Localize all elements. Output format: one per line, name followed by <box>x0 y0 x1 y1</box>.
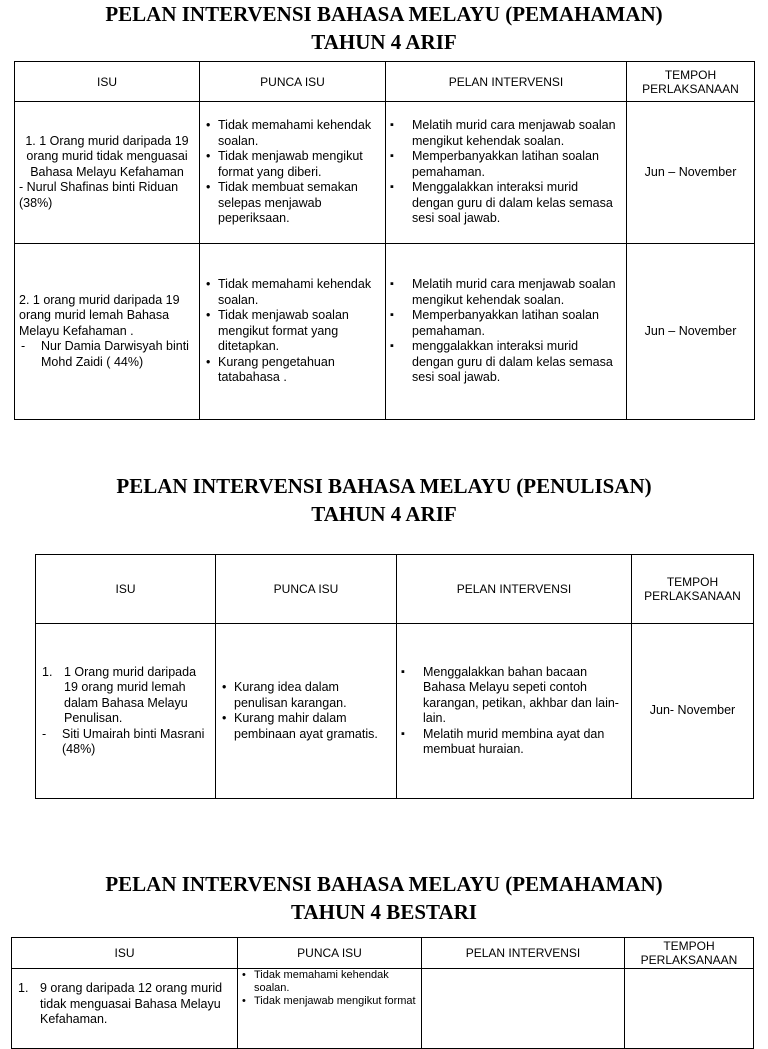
pelan-cell <box>386 244 627 420</box>
pelan-cell <box>386 102 627 244</box>
header-punca-isu: PUNCA ISU <box>216 555 397 624</box>
isu-text: 1. 1 Orang murid daripada 19 orang murid tidak menguasai Bahasa Melayu Kefahaman <box>25 133 189 179</box>
isu-cell <box>15 102 200 244</box>
section1-title-line2: TAHUN 4 ARIF <box>311 30 457 54</box>
student-name: - Nurul Shafinas binti Riduan (38%) <box>19 180 179 210</box>
student-name: - Siti Umairah binti Masrani (48%) <box>40 727 211 758</box>
section3-title-line2: TAHUN 4 BESTARI <box>291 900 477 924</box>
header-pelan-intervensi: PELAN INTERVENSI <box>397 555 632 624</box>
section1-title-line1: PELAN INTERVENSI BAHASA MELAYU (PEMAHAMAN) <box>105 2 663 26</box>
list-item: • Tidak memahami kehendak soalan. <box>204 118 381 149</box>
list-item: • Kurang mahir dalam pembinaan ayat gramatis. <box>220 711 392 742</box>
list-item: ▪ Menggalakkan bahan bacaan Bahasa Melayu sepeti contoh karangan, petikan, akhbar dan lain-lain. <box>401 665 627 727</box>
punca-cell <box>216 624 397 799</box>
section3-title <box>0 870 768 926</box>
list-item: • Tidak menjawab mengikut format yang diberi. <box>204 149 381 180</box>
list-item: ▪ Melatih murid cara menjawab soalan mengikut kehendak soalan. <box>390 118 622 149</box>
list-item: • Tidak menjawab soalan mengikut format yang ditetapkan. <box>204 308 381 355</box>
isu-text: 2. 1 orang murid daripada 19 orang murid lemah Bahasa Melayu Kefahaman . <box>19 292 180 338</box>
list-item: ▪ Memperbanyakkan latihan soalan pemahaman. <box>390 149 622 180</box>
table-row <box>12 969 754 1049</box>
header-punca-isu: PUNCA ISU <box>238 938 422 969</box>
header-tempoh: TEMPOH PERLAKSANAAN <box>632 555 754 624</box>
list-item: ▪ Melatih murid cara menjawab soalan mengikut kehendak soalan. <box>390 277 622 308</box>
tempoh-cell <box>625 969 754 1049</box>
list-item: • Tidak memahami kehendak soalan. <box>240 969 419 995</box>
section1-title <box>0 0 768 56</box>
list-item: • Kurang pengetahuan tatabahasa . <box>204 355 381 386</box>
table-row <box>15 244 755 420</box>
section2-title <box>0 472 768 528</box>
section2-title-line2: TAHUN 4 ARIF <box>311 502 457 526</box>
table-row <box>15 102 755 244</box>
section2-table <box>35 554 754 799</box>
header-tempoh: TEMPOH PERLAKSANAAN <box>625 938 754 969</box>
punca-cell <box>200 102 386 244</box>
list-item: ▪ menggalakkan interaksi murid dengan guru di dalam kelas semasa sesi soal jawab. <box>390 339 622 386</box>
header-isu: ISU <box>15 62 200 102</box>
isu-item <box>16 981 233 1028</box>
header-punca-isu: PUNCA ISU <box>200 62 386 102</box>
section3-title-line1: PELAN INTERVENSI BAHASA MELAYU (PEMAHAMAN) <box>105 872 663 896</box>
header-isu: ISU <box>36 555 216 624</box>
table-row <box>36 624 754 799</box>
list-item: • Tidak memahami kehendak soalan. <box>204 277 381 308</box>
list-item: • Tidak membuat semakan selepas menjawab peperiksaan. <box>204 180 381 227</box>
isu-number: 1. <box>42 664 53 679</box>
header-tempoh: TEMPOH PERLAKSANAAN <box>627 62 755 102</box>
tempoh-cell: Jun – November <box>627 244 755 420</box>
isu-text: 1 Orang murid daripada 19 orang murid lemah dalam Bahasa Melayu Penulisan. <box>64 664 197 725</box>
tempoh-cell: Jun- November <box>632 624 754 799</box>
section1-table <box>14 61 755 420</box>
header-pelan-intervensi: PELAN INTERVENSI <box>386 62 627 102</box>
isu-text: 9 orang daripada 12 orang murid tidak menguasai Bahasa Melayu Kefahaman. <box>40 981 223 1026</box>
isu-cell <box>36 624 216 799</box>
punca-cell <box>200 244 386 420</box>
isu-item <box>40 665 211 727</box>
header-isu: ISU <box>12 938 238 969</box>
pelan-cell <box>422 969 625 1049</box>
punca-cell <box>238 969 422 1049</box>
list-item: ▪ Melatih murid membina ayat dan membuat huraian. <box>401 727 627 758</box>
tempoh-cell: Jun – November <box>627 102 755 244</box>
isu-cell <box>12 969 238 1049</box>
isu-number: 1. <box>18 981 29 995</box>
student-name: - Nur Damia Darwisyah binti Mohd Zaidi ( 44%) <box>19 339 195 370</box>
section2-title-line1: PELAN INTERVENSI BAHASA MELAYU (PENULISAN) <box>116 474 652 498</box>
section3-table <box>11 937 754 1049</box>
pelan-cell <box>397 624 632 799</box>
header-pelan-intervensi: PELAN INTERVENSI <box>422 938 625 969</box>
list-item: • Kurang idea dalam penulisan karangan. <box>220 680 392 711</box>
list-item: ▪ Menggalakkan interaksi murid dengan guru di dalam kelas semasa sesi soal jawab. <box>390 180 622 227</box>
isu-cell <box>15 244 200 420</box>
list-item: ▪ Memperbanyakkan latihan soalan pemahaman. <box>390 308 622 339</box>
list-item: • Tidak menjawab mengikut format <box>240 995 419 1008</box>
